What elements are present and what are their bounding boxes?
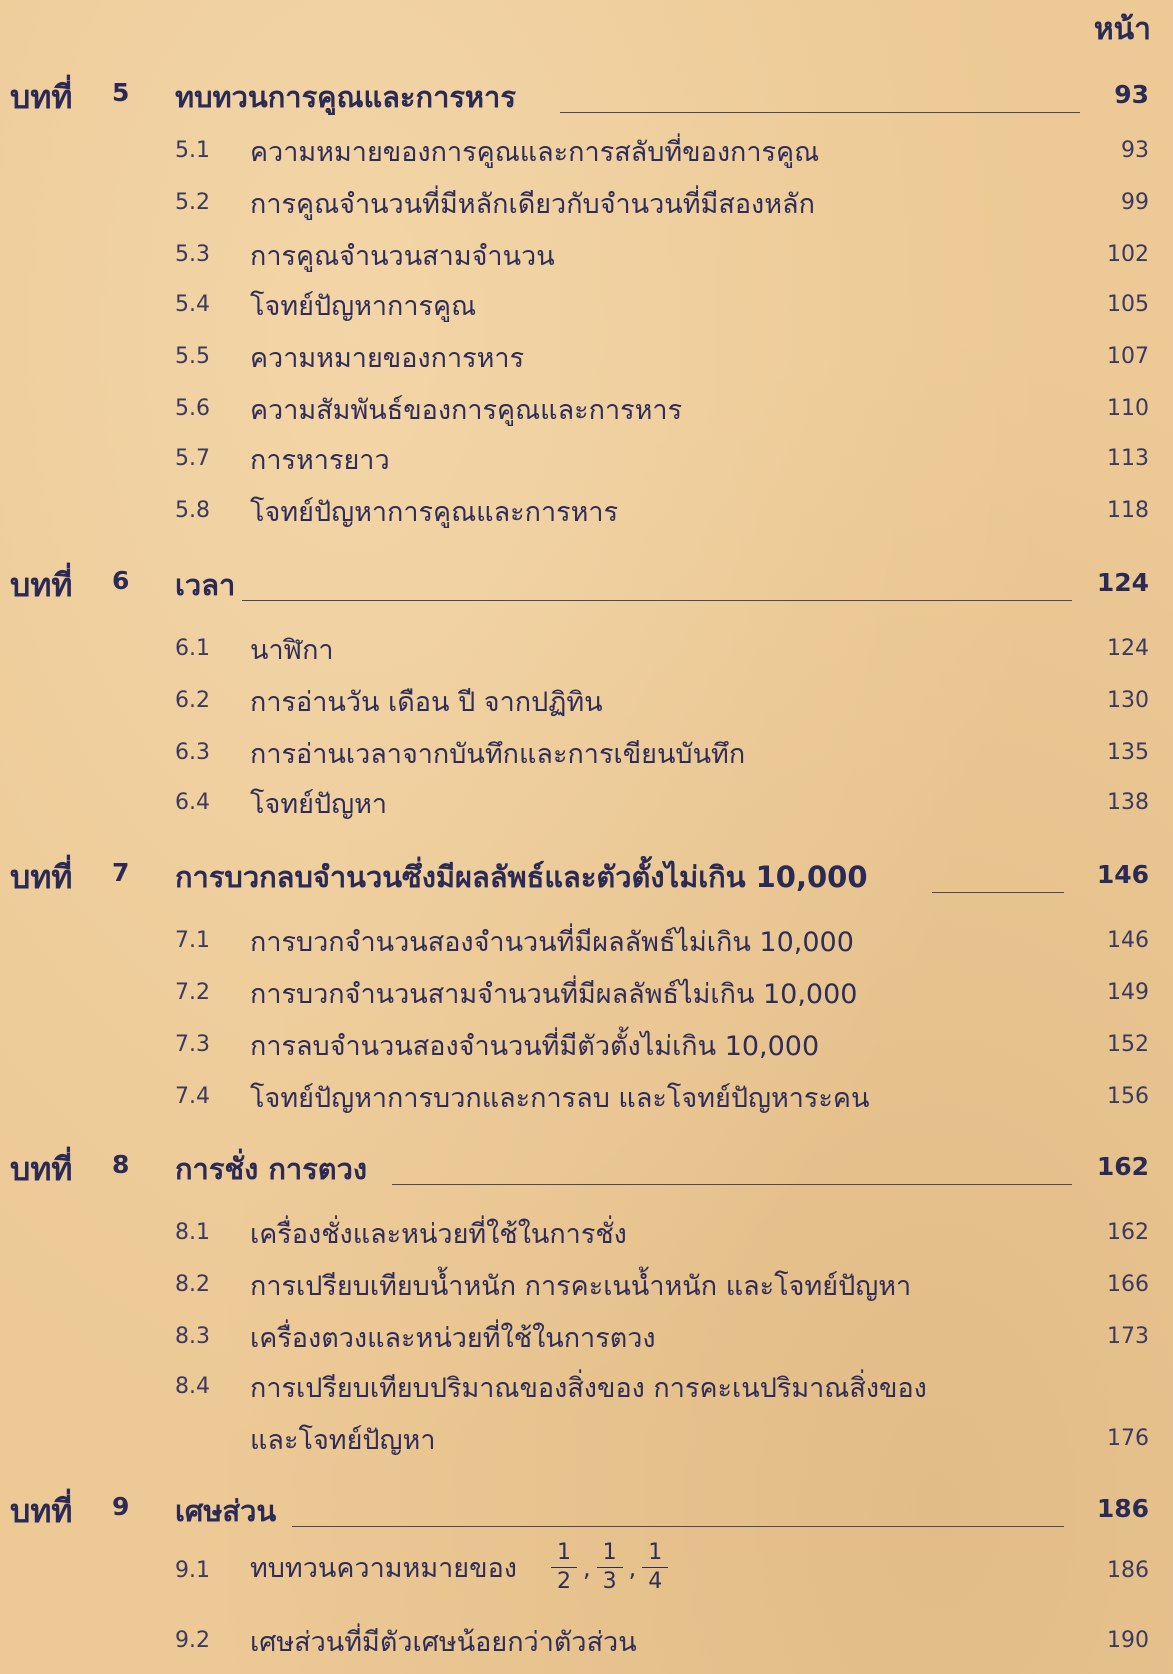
chapter-number: 9 — [112, 1492, 130, 1521]
chapter-title: การบวกลบจำนวนซึ่งมีผลลัพธ์และตัวตั้งไม่เกิน 10,000 — [175, 860, 868, 894]
section-page: 93 — [1121, 138, 1149, 163]
chapter-7-heading — [0, 852, 1173, 912]
section-title: การเปรียบเทียบน้ำหนัก การคะเนน้ำหนัก และโจทย์ปัญหา — [250, 1271, 912, 1302]
section-number: 8.1 — [175, 1220, 210, 1245]
chapter-page: 93 — [1114, 80, 1149, 109]
chapter-page: 124 — [1096, 568, 1149, 597]
section-number: 5.3 — [175, 242, 210, 267]
section-7-3 — [0, 1022, 1173, 1072]
leader-line — [560, 112, 1080, 113]
section-number: 5.4 — [175, 292, 210, 317]
fraction-separator: , — [628, 1553, 637, 1582]
section-6-3 — [0, 730, 1173, 780]
section-number: 6.4 — [175, 790, 210, 815]
section-8-1 — [0, 1210, 1173, 1260]
section-number: 6.1 — [175, 636, 210, 661]
section-6-1 — [0, 626, 1173, 676]
section-page: 149 — [1107, 980, 1149, 1005]
section-number: 8.2 — [175, 1272, 210, 1297]
section-page: 162 — [1107, 1220, 1149, 1245]
chapter-number: 7 — [112, 858, 130, 887]
section-5-2 — [0, 180, 1173, 230]
section-title: การบวกจำนวนสามจำนวนที่มีผลลัพธ์ไม่เกิน 10,000 — [250, 979, 858, 1010]
leader-line — [292, 1526, 1064, 1527]
section-title: การคูณจำนวนสามจำนวน — [250, 241, 555, 272]
section-number: 9.2 — [175, 1628, 210, 1653]
chapter-8-heading — [0, 1144, 1173, 1204]
section-8-4 — [0, 1364, 1173, 1414]
section-title: การอ่านวัน เดือน ปี จากปฏิทิน — [250, 687, 603, 718]
section-8-2 — [0, 1262, 1173, 1312]
section-title: การบวกจำนวนสองจำนวนที่มีผลลัพธ์ไม่เกิน 10,000 — [250, 927, 854, 958]
section-title-continued: และโจทย์ปัญหา — [250, 1425, 436, 1456]
leader-line — [242, 600, 1072, 601]
section-page: 176 — [1107, 1426, 1149, 1451]
fraction-one-third: $\frac{1}{3}$ — [597, 1542, 623, 1593]
section-title: ความหมายของการหาร — [250, 343, 525, 374]
fraction-separator: , — [582, 1553, 591, 1582]
chapter-word: บทที่ — [10, 1150, 73, 1188]
section-5-7 — [0, 436, 1173, 486]
section-page: 107 — [1107, 344, 1149, 369]
section-number: 7.3 — [175, 1032, 210, 1057]
section-number: 7.1 — [175, 928, 210, 953]
section-title-with-fractions — [250, 1542, 672, 1593]
section-page: 110 — [1107, 396, 1149, 421]
section-title: เครื่องชั่งและหน่วยที่ใช้ในการชั่ง — [250, 1219, 627, 1250]
section-page: 173 — [1107, 1324, 1149, 1349]
chapter-title: ทบทวนการคูณและการหาร — [175, 80, 516, 114]
section-number: 5.2 — [175, 190, 210, 215]
fraction-one-half: $\frac{1}{2}$ — [551, 1542, 577, 1593]
section-7-2 — [0, 970, 1173, 1020]
section-number: 8.4 — [175, 1374, 210, 1399]
section-page: 102 — [1107, 242, 1149, 267]
section-page: 118 — [1107, 498, 1149, 523]
section-page: 105 — [1107, 292, 1149, 317]
section-8-4-continued — [0, 1416, 1173, 1466]
section-title: การลบจำนวนสองจำนวนที่มีตัวตั้งไม่เกิน 10,000 — [250, 1031, 820, 1062]
section-6-4 — [0, 780, 1173, 830]
section-5-3 — [0, 232, 1173, 282]
chapter-page: 162 — [1096, 1152, 1149, 1181]
chapter-word: บทที่ — [10, 78, 73, 116]
chapter-5-heading — [0, 72, 1173, 132]
section-page: 130 — [1107, 688, 1149, 713]
section-5-8 — [0, 488, 1173, 538]
section-title: โจทย์ปัญหาการบวกและการลบ และโจทย์ปัญหาระคน — [250, 1083, 870, 1114]
section-page: 152 — [1107, 1032, 1149, 1057]
section-5-1 — [0, 128, 1173, 178]
section-title: ทบทวนความหมายของ — [250, 1553, 517, 1584]
chapter-number: 5 — [112, 78, 130, 107]
section-page: 124 — [1107, 636, 1149, 661]
section-page: 186 — [1107, 1558, 1149, 1583]
chapter-title: เวลา — [175, 568, 236, 602]
fraction-one-quarter: $\frac{1}{4}$ — [642, 1542, 668, 1593]
section-number: 5.1 — [175, 138, 210, 163]
section-page: 190 — [1107, 1628, 1149, 1653]
section-title: การหารยาว — [250, 445, 390, 476]
section-title: เครื่องตวงและหน่วยที่ใช้ในการตวง — [250, 1323, 656, 1354]
chapter-6-heading — [0, 560, 1173, 620]
section-5-5 — [0, 334, 1173, 384]
chapter-number: 6 — [112, 566, 130, 595]
section-number: 6.2 — [175, 688, 210, 713]
section-title: โจทย์ปัญหาการคูณ — [250, 291, 477, 322]
section-6-2 — [0, 678, 1173, 728]
section-page: 146 — [1107, 928, 1149, 953]
chapter-title: เศษส่วน — [175, 1494, 277, 1528]
section-number: 6.3 — [175, 740, 210, 765]
chapter-page: 186 — [1096, 1494, 1149, 1523]
section-page: 166 — [1107, 1272, 1149, 1297]
section-page: 99 — [1121, 190, 1149, 215]
section-title: นาฬิกา — [250, 635, 334, 666]
section-title: ความหมายของการคูณและการสลับที่ของการคูณ — [250, 137, 820, 168]
section-title: โจทย์ปัญหา — [250, 789, 388, 820]
section-number: 9.1 — [175, 1558, 210, 1583]
section-number: 5.8 — [175, 498, 210, 523]
section-page: 135 — [1107, 740, 1149, 765]
section-number: 7.2 — [175, 980, 210, 1005]
section-page: 156 — [1107, 1084, 1149, 1109]
chapter-9-heading — [0, 1486, 1173, 1546]
section-number: 5.5 — [175, 344, 210, 369]
section-number: 5.6 — [175, 396, 210, 421]
chapter-word: บทที่ — [10, 566, 73, 604]
section-5-4 — [0, 282, 1173, 332]
leader-line — [932, 892, 1064, 893]
section-5-6 — [0, 386, 1173, 436]
section-page: 138 — [1107, 790, 1149, 815]
chapter-title: การชั่ง การตวง — [175, 1152, 368, 1186]
section-title: ความสัมพันธ์ของการคูณและการหาร — [250, 395, 683, 426]
section-title: การเปรียบเทียบปริมาณของสิ่งของ การคะเนปริมาณสิ่งของ — [250, 1373, 927, 1404]
chapter-number: 8 — [112, 1150, 130, 1179]
chapter-page: 146 — [1096, 860, 1149, 889]
section-title: โจทย์ปัญหาการคูณและการหาร — [250, 497, 619, 528]
section-7-4 — [0, 1074, 1173, 1124]
section-9-1 — [0, 1540, 1173, 1612]
page-column-label: หน้า — [1093, 12, 1151, 47]
section-title: การอ่านเวลาจากบันทึกและการเขียนบันทึก — [250, 739, 746, 770]
section-number: 7.4 — [175, 1084, 210, 1109]
leader-line — [392, 1184, 1072, 1185]
section-number: 8.3 — [175, 1324, 210, 1349]
section-number: 5.7 — [175, 446, 210, 471]
chapter-word: บทที่ — [10, 1492, 73, 1530]
section-8-3 — [0, 1314, 1173, 1364]
chapter-word: บทที่ — [10, 858, 73, 896]
section-title: เศษส่วนที่มีตัวเศษน้อยกว่าตัวส่วน — [250, 1627, 637, 1658]
section-page: 113 — [1107, 446, 1149, 471]
section-9-2 — [0, 1618, 1173, 1668]
section-7-1 — [0, 918, 1173, 968]
section-title: การคูณจำนวนที่มีหลักเดียวกับจำนวนที่มีสองหลัก — [250, 189, 815, 220]
